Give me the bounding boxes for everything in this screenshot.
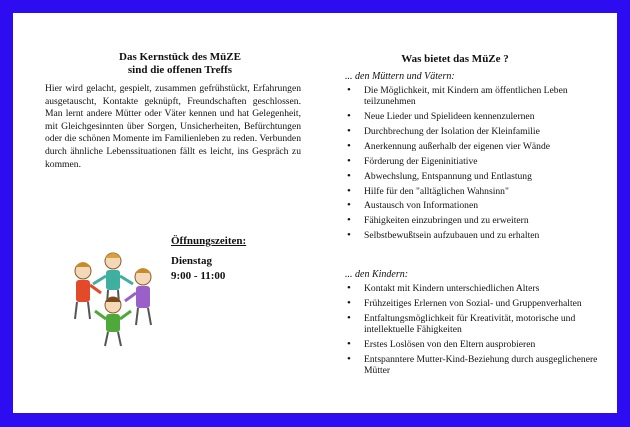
left-title bbox=[85, 51, 275, 77]
left-title-line2: sind die offenen Treffs bbox=[127, 64, 233, 76]
kids-benefits-list bbox=[346, 283, 604, 380]
list-item: • Kontakt mit Kindern unterschiedlichen Alters bbox=[346, 283, 604, 294]
list-item: • Entspanntere Mutter-Kind-Beziehung durch ausgeglichenere Mütter bbox=[346, 354, 604, 376]
list-item: • Die Möglichkeit, mit Kindern am öffentlichen Leben teilzunehmen bbox=[346, 85, 604, 107]
list-item: • Entfaltungsmöglichkeit für Kreativität, motorische und intellektuelle Fähigkeiten bbox=[346, 313, 604, 335]
right-title: Was bietet das MüZe ? bbox=[401, 53, 509, 65]
kids-section-intro: ... den Kindern: bbox=[345, 269, 409, 280]
left-body-text: Hier wird gelacht, gespielt, zusammen gefrühstückt, Erfahrungen ausgetauscht, Kontakte geknüpft, Freundschaften geschlossen. Man lernt andere Mütter oder Väter kennen und hat Gelegenheit, mit Gleichgesinnten über Sorgen, Unsicherheiten, Befürchtungen oder die schönen Momente im Familienleben zu reden. Verbunden durch ähnliche Lebenssituationen fällt es leicht, ins Gespräch zu kommen. bbox=[45, 83, 301, 170]
opening-hours-day: Dienstag bbox=[171, 255, 212, 267]
left-title-line1: Das Kernstück des MüZE bbox=[119, 51, 241, 63]
list-item: • Förderung der Eigeninitiative bbox=[346, 156, 604, 167]
list-item: • Hilfe für den "alltäglichen Wahnsinn" bbox=[346, 186, 604, 197]
list-item: • Durchbrechung der Isolation der Kleinfamilie bbox=[346, 126, 604, 137]
opening-hours-heading: Öffnungszeiten: bbox=[171, 235, 247, 247]
list-item: • Erstes Loslösen von den Eltern ausprobieren bbox=[346, 339, 604, 350]
list-item: • Austausch von Informationen bbox=[346, 200, 604, 211]
list-item: • Anerkennung außerhalb der eigenen vier Wände bbox=[346, 141, 604, 152]
list-item: • Abwechslung, Entspannung und Entlastung bbox=[346, 171, 604, 182]
opening-hours bbox=[171, 234, 291, 284]
list-item: • Frühzeitiges Erlernen von Sozial- und Gruppenverhalten bbox=[346, 298, 604, 309]
list-item: • Fähigkeiten einzubringen und zu erweitern bbox=[346, 215, 604, 226]
flyer-page bbox=[13, 13, 617, 413]
list-item: • Selbstbewußtsein aufzubauen und zu erhalten bbox=[346, 230, 604, 241]
list-item: • Neue Lieder und Spielideen kennenzulernen bbox=[346, 111, 604, 122]
children-dancing-illustration bbox=[63, 249, 167, 349]
parents-section-intro: ... den Müttern und Vätern: bbox=[345, 71, 455, 82]
opening-hours-time: 9:00 - 11:00 bbox=[171, 270, 226, 282]
parents-benefits-list bbox=[346, 85, 604, 245]
